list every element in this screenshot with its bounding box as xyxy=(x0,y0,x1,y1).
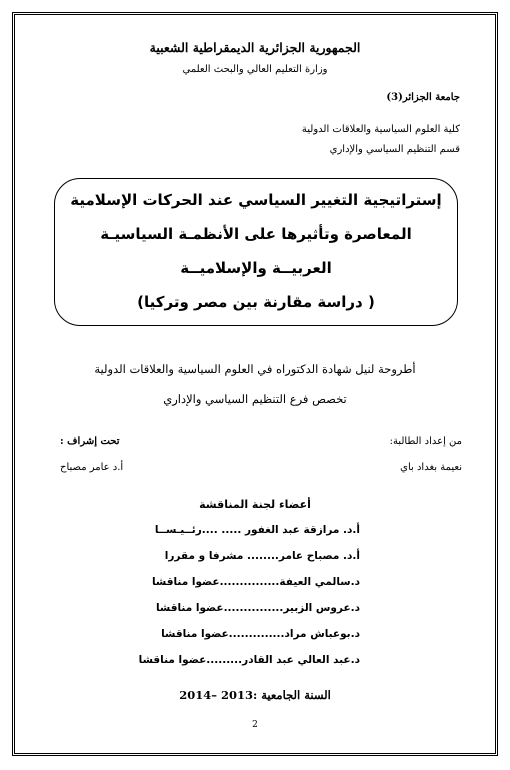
committee-member: أ.د. مصباح عامر........ مشرفا و مقررا xyxy=(164,550,360,562)
supervisor-name: أ.د عامر مصباح xyxy=(60,462,124,473)
faculty-name: كلية العلوم السياسية والعلاقات الدولية xyxy=(301,124,460,135)
department-name: قسم التنظيم السياسي والإداري xyxy=(329,144,460,155)
thesis-specialty: تخصص فرع التنظيم السياسي والإداري xyxy=(163,392,347,406)
thesis-title-line-1: إستراتيجية التغيير السياسي عند الحركات الإسلامية xyxy=(70,191,442,209)
committee-member: د.سالمي العيفة...............عضوا مناقشا xyxy=(151,576,360,588)
student-name: نعيمة بغداد باي xyxy=(400,462,462,473)
committee-member: أ.د. مرازقة عبد الغفور ..... ....رئــيـســا xyxy=(154,524,360,536)
thesis-title-line-3: العربيــة والإسلاميــة xyxy=(180,259,332,277)
republic-name: الجمهورية الجزائرية الديمقراطية الشعبية xyxy=(149,40,361,55)
committee-title: أعضاء لجنة المناقشة xyxy=(199,498,311,511)
page-number: 2 xyxy=(252,720,258,730)
prepared-by-label: من إعداد الطالبة: xyxy=(389,436,462,447)
academic-year: السنة الجامعية :2013 –2014 xyxy=(179,688,331,702)
supervisor-label: تحت إشراف : xyxy=(60,436,120,447)
committee-member: د.عبد العالي عبد القادر.........عضوا مناقشا xyxy=(138,654,360,666)
thesis-subtitle: ( دراسة مقارنة بين مصر وتركيا) xyxy=(137,293,375,311)
thesis-title-box xyxy=(54,178,458,326)
committee-member: د.بوعباش مراد..............عضوا مناقشا xyxy=(161,628,360,640)
thesis-description: أطروحة لنيل شهادة الدكتوراه في العلوم السياسية والعلاقات الدولية xyxy=(94,362,416,376)
university-name: جامعة الجزائر(3) xyxy=(386,92,460,103)
ministry-name: وزارة التعليم العالي والبحث العلمي xyxy=(182,64,328,75)
thesis-title-line-2: المعاصرة وتأثيرها على الأنظمـة السياسيـة xyxy=(100,225,412,243)
committee-member: د.عروس الزبير...............عضوا مناقشا xyxy=(155,602,360,614)
